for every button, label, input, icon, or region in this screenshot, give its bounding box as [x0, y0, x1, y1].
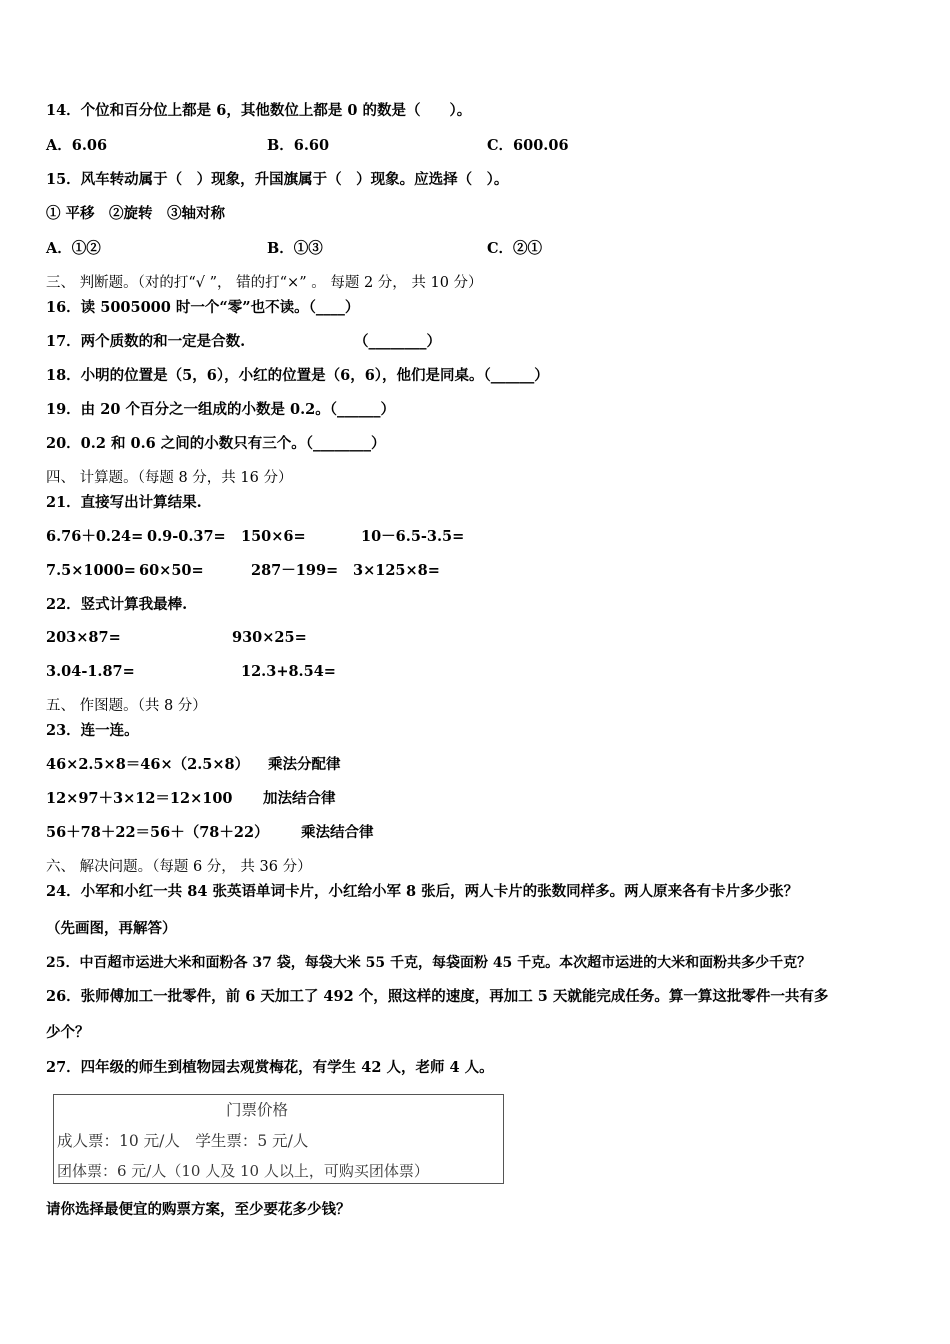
q26-text-cont: 少个？: [46, 1024, 90, 1041]
q22-expr: 12.3+8.54=: [241, 663, 336, 680]
q20-text: 20．0.2 和 0.6 之间的小数只有三个。（________）: [46, 435, 386, 452]
q27-text: 27．四年级的师生到植物园去观赏梅花，有学生 42 人，老师 4 人。: [46, 1059, 494, 1076]
q14-option-a: A．6.06: [46, 137, 108, 154]
ticket-line-2: 团体票：6 元/人（10 人及 10 人以上，可购买团体票）: [57, 1162, 429, 1180]
section-4-heading: 四、 计算题。（每题 8 分，共 16 分）: [46, 470, 293, 486]
q21-expr: 10－6.5-3.5=: [361, 528, 465, 545]
q25-text: 25．中百超市运进大米和面粉各 37 袋，每袋大米 55 千克，每袋面粉 45 千克。本次超市运进的大米和面粉共多少千克？: [46, 955, 812, 971]
section-6-heading: 六、 解决问题。（每题 6 分， 共 36 分）: [46, 859, 312, 875]
ticket-title: 门票价格: [226, 1101, 289, 1119]
q21-expr: 287－199=: [251, 562, 339, 579]
q14-option-b: B．6.60: [267, 137, 330, 154]
q21-expr: 7.5×1000=: [46, 562, 136, 579]
q17-text: 17．两个质数的和一定是合数. （________）: [46, 333, 441, 350]
q18-text: 18．小明的位置是（5，6），小红的位置是（6，6），他们是同桌。（______）: [46, 367, 549, 384]
q14-option-c: C．600.06: [487, 137, 569, 154]
ticket-line-1: 成人票：10 元/人 学生票：5 元/人: [57, 1132, 309, 1150]
q23-equation: 46×2.5×8＝46×（2.5×8）: [46, 756, 250, 773]
q15-option-c: C．②①: [487, 240, 543, 257]
q21-expr: 6.76＋0.24=: [46, 528, 144, 545]
q22-text: 22．竖式计算我最棒.: [46, 596, 188, 613]
q23-law: 乘法结合律: [301, 824, 374, 841]
q23-equation: 56＋78＋22＝56＋（78＋22）: [46, 824, 269, 841]
q15-option-b: B．①③: [267, 240, 323, 257]
q21-expr: 60×50=: [139, 562, 204, 579]
q16-text: 16．读 5005000 时一个“零”也不读。（____）: [46, 299, 360, 316]
q21-expr: 3×125×8=: [353, 562, 440, 579]
q14-text: 14．个位和百分位上都是 6，其他数位上都是 0 的数是（ ）。: [46, 102, 472, 119]
q26-text: 26．张师傅加工一批零件，前 6 天加工了 492 个，照这样的速度，再加工 5 天就能完成任务。算一算这批零件一共有多: [46, 988, 829, 1005]
q19-text: 19．由 20 个百分之一组成的小数是 0.2。（______）: [46, 401, 395, 418]
q15-choices: ① 平移 ②旋转 ③轴对称: [46, 205, 226, 222]
q24-text: 24．小军和小红一共 84 张英语单词卡片，小红给小军 8 张后，两人卡片的张数同样多。两人原来各有卡片多少张？: [46, 883, 799, 900]
q21-text: 21．直接写出计算结果.: [46, 494, 202, 511]
q23-law: 乘法分配律: [268, 756, 341, 773]
q23-law: 加法结合律: [263, 790, 336, 807]
q21-expr: 0.9-0.37=: [147, 528, 226, 545]
q22-expr: 203×87=: [46, 629, 121, 646]
q22-expr: 3.04-1.87=: [46, 663, 135, 680]
q22-expr: 930×25=: [232, 629, 307, 646]
section-5-heading: 五、 作图题。（共 8 分）: [46, 698, 207, 714]
section-3-heading: 三、 判断题。（对的打“√ ”， 错的打“×” 。 每题 2 分， 共 10 分）: [46, 275, 483, 291]
q15-option-a: A．①②: [46, 240, 101, 257]
q23-equation: 12×97＋3×12＝12×100: [46, 790, 233, 807]
q23-text: 23．连一连。: [46, 722, 139, 739]
ticket-price-table: [53, 1094, 504, 1184]
q24-text-cont: （先画图，再解答）: [46, 920, 177, 937]
q27-question: 请你选择最便宜的购票方案，至少要花多少钱？: [46, 1201, 351, 1218]
q21-expr: 150×6=: [241, 528, 306, 545]
q15-text: 15．风车转动属于（ ）现象，升国旗属于（ ）现象。应选择（ ）。: [46, 171, 509, 188]
